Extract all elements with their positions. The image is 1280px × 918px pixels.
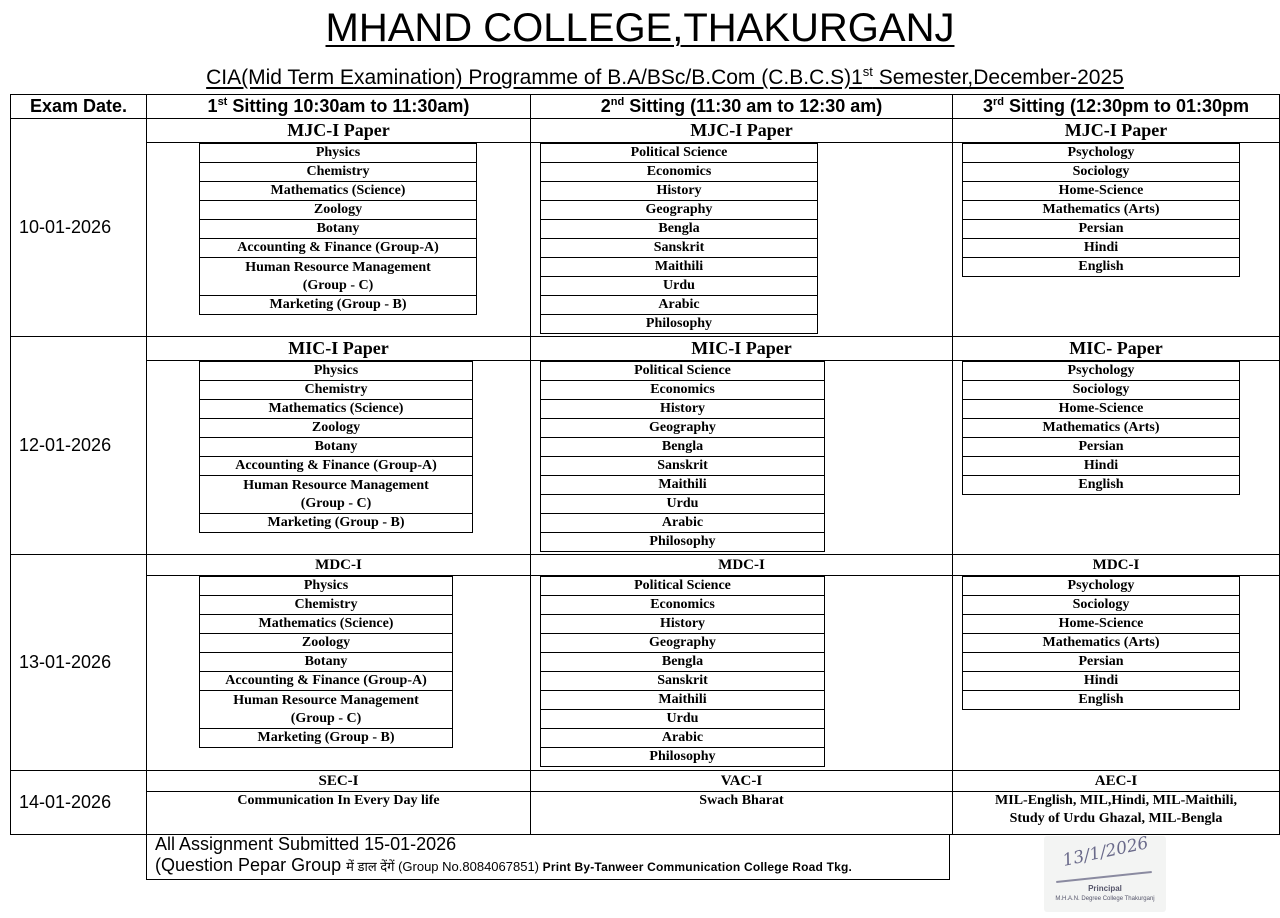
subject-list [540, 143, 818, 334]
subject-name: Economics [541, 596, 825, 615]
subjects-row [11, 792, 1280, 835]
list-item [200, 514, 473, 533]
subject-text-line: MIL-English, MIL,Hindi, MIL-Maithili, [995, 793, 1237, 808]
subject-name: Botany [200, 220, 477, 239]
subject-name: Geography [541, 634, 825, 653]
subject-name: Bengla [541, 220, 818, 239]
subject-name: Maithili [541, 691, 825, 710]
subject-name: Maithili [541, 258, 818, 277]
list-item [200, 362, 473, 381]
subject-name: History [541, 400, 825, 419]
subject-name: Chemistry [200, 163, 477, 182]
subject-name-line: (Group - C) [300, 495, 372, 511]
list-item [541, 182, 818, 201]
subject-list [962, 361, 1240, 495]
paper-heading: VAC-I [531, 771, 953, 792]
subject-name: Geography [541, 201, 818, 220]
col-sitting-2: 2nd Sitting (11:30 am to 12:30 am) [531, 95, 953, 119]
list-item [963, 438, 1240, 457]
list-item [541, 144, 818, 163]
list-item [541, 220, 818, 239]
subject-name: Philosophy [541, 533, 825, 552]
list-item [541, 653, 825, 672]
list-item [963, 691, 1240, 710]
subject-name: Mathematics (Science) [200, 615, 453, 634]
list-item [541, 476, 825, 495]
subjects-row [11, 361, 1280, 555]
subject-text-line: Study of Urdu Ghazal, MIL-Bengla [1009, 811, 1223, 826]
subject-name: Persian [963, 220, 1240, 239]
paper-heading: MIC- Paper [953, 337, 1280, 361]
subject-name-line: Human Resource Management [245, 259, 431, 275]
list-item [200, 615, 453, 634]
exam-date: 14-01-2026 [11, 771, 147, 835]
col-sitting-3: 3rd Sitting (12:30pm to 01:30pm [953, 95, 1280, 119]
list-item [200, 653, 453, 672]
col-exam-date: Exam Date. [11, 95, 147, 119]
subject-name: Mathematics (Science) [200, 400, 473, 419]
subject-name: Urdu [541, 710, 825, 729]
subject-name: Economics [541, 163, 818, 182]
list-item [541, 277, 818, 296]
subject-name: English [963, 258, 1240, 277]
subjects-row [11, 576, 1280, 771]
subject-list [962, 143, 1240, 277]
subject-name: Chemistry [200, 596, 453, 615]
subject-name: Zoology [200, 201, 477, 220]
paper-heading: MJC-I Paper [531, 119, 953, 143]
subject-name: Philosophy [541, 315, 818, 334]
note-line-1: All Assignment Submitted 15-01-2026 [155, 834, 457, 854]
list-item [541, 362, 825, 381]
subject-name: Sociology [963, 381, 1240, 400]
list-item [963, 672, 1240, 691]
exam-date: 12-01-2026 [11, 337, 147, 555]
subject-name: Hindi [963, 239, 1240, 258]
list-item [963, 362, 1240, 381]
subject-name: English [963, 691, 1240, 710]
list-item [963, 220, 1240, 239]
header-row [11, 95, 1280, 119]
subjects-row [11, 143, 1280, 337]
subject-list [199, 361, 473, 533]
paper-row [11, 555, 1280, 576]
list-item [200, 672, 453, 691]
paper-heading: MDC-I [147, 555, 531, 576]
subject-name: Marketing (Group - B) [200, 514, 473, 533]
subjects-cell [953, 361, 1280, 555]
subject-text: Swach Bharat [531, 792, 953, 835]
subject-list [540, 361, 825, 552]
list-item [541, 514, 825, 533]
list-item [963, 258, 1240, 277]
subject-name [200, 476, 473, 514]
subject-name: English [963, 476, 1240, 495]
list-item [963, 634, 1240, 653]
subject-name: Urdu [541, 495, 825, 514]
list-item [200, 457, 473, 476]
list-item [200, 182, 477, 201]
subject-name: Mathematics (Science) [200, 182, 477, 201]
subject-name: Zoology [200, 419, 473, 438]
subject-name-line: (Group - C) [290, 710, 362, 726]
list-item [200, 201, 477, 220]
subject-name: Political Science [541, 144, 818, 163]
exam-date: 10-01-2026 [11, 119, 147, 337]
list-item [963, 144, 1240, 163]
subject-name: Marketing (Group - B) [200, 296, 477, 315]
subject-name: Arabic [541, 729, 825, 748]
paper-row [11, 119, 1280, 143]
list-item [200, 577, 453, 596]
subject-name: Home-Science [963, 400, 1240, 419]
subject-name-line: (Group - C) [302, 277, 374, 293]
list-item [963, 182, 1240, 201]
list-item [963, 596, 1240, 615]
list-item [200, 400, 473, 419]
subject-name: Psychology [963, 362, 1240, 381]
subject-list [199, 576, 453, 748]
list-item [963, 201, 1240, 220]
subject-name: Persian [963, 653, 1240, 672]
exam-date: 13-01-2026 [11, 555, 147, 771]
subject-list [540, 576, 825, 767]
subject-name: Political Science [541, 362, 825, 381]
note-line-2: (Question Pepar Group में डाल देंगें (Group No.8084067851) Print By-Tanweer Communication College Road Tkg. [155, 855, 853, 875]
list-item [200, 596, 453, 615]
list-item [963, 615, 1240, 634]
list-item [963, 457, 1240, 476]
list-item [541, 419, 825, 438]
list-item [200, 691, 453, 729]
list-item [541, 438, 825, 457]
list-item [200, 729, 453, 748]
list-item [541, 258, 818, 277]
list-item [541, 691, 825, 710]
subject-name: Sanskrit [541, 672, 825, 691]
subjects-cell [147, 361, 531, 555]
subject-name: Political Science [541, 577, 825, 596]
subjects-cell [953, 576, 1280, 771]
subject-name: Sanskrit [541, 457, 825, 476]
subject-name: Physics [200, 144, 477, 163]
paper-heading: MIC-I Paper [531, 337, 953, 361]
list-item [541, 201, 818, 220]
list-item [963, 476, 1240, 495]
subject-name: History [541, 182, 818, 201]
principal-stamp [1044, 833, 1166, 912]
subjects-cell [147, 576, 531, 771]
subject-name-line: Human Resource Management [243, 477, 429, 493]
paper-heading: MIC-I Paper [147, 337, 531, 361]
list-item [541, 710, 825, 729]
subject-name-line: Human Resource Management [233, 692, 419, 708]
list-item [541, 672, 825, 691]
signature-line [1056, 871, 1152, 883]
subject-text: Communication In Every Day life [147, 792, 531, 835]
subject-name: Botany [200, 438, 473, 457]
signature: 13/1/2026 [1060, 833, 1151, 871]
subjects-cell [953, 143, 1280, 337]
exam-subtitle: CIA(Mid Term Examination) Programme of B.A/BSc/B.Com (C.B.C.S)1st Semester,December-2025 [206, 64, 1124, 89]
subjects-cell [147, 143, 531, 337]
list-item [200, 296, 477, 315]
list-item [963, 419, 1240, 438]
paper-heading: MDC-I [531, 555, 953, 576]
list-item [200, 438, 473, 457]
list-item [541, 315, 818, 334]
list-item [200, 239, 477, 258]
subject-name [200, 258, 477, 296]
list-item [541, 748, 825, 767]
list-item [541, 381, 825, 400]
paper-heading: SEC-I [147, 771, 531, 792]
paper-heading: AEC-I [953, 771, 1280, 792]
subject-name: Arabic [541, 514, 825, 533]
list-item [541, 615, 825, 634]
exam-schedule-table [10, 94, 1280, 835]
subject-name: Physics [200, 362, 473, 381]
subject-name: Mathematics (Arts) [963, 634, 1240, 653]
stamp-college: M.H.A.N. Degree College Thakurganj [1055, 896, 1155, 902]
subjects-cell [531, 361, 953, 555]
subject-name: Maithili [541, 476, 825, 495]
subject-name: Mathematics (Arts) [963, 201, 1240, 220]
list-item [963, 653, 1240, 672]
college-title: MHAND COLLEGE,THAKURGANJ [325, 6, 955, 50]
subject-name: Sanskrit [541, 239, 818, 258]
subject-name: Psychology [963, 144, 1240, 163]
list-item [541, 296, 818, 315]
list-item [541, 729, 825, 748]
subject-name: Philosophy [541, 748, 825, 767]
subject-text [953, 792, 1280, 835]
list-item [963, 400, 1240, 419]
subject-name: Arabic [541, 296, 818, 315]
list-item [541, 400, 825, 419]
list-item [541, 533, 825, 552]
subject-name: Sociology [963, 163, 1240, 182]
subject-name: Persian [963, 438, 1240, 457]
list-item [541, 163, 818, 182]
list-item [200, 634, 453, 653]
subject-list [962, 576, 1240, 710]
list-item [541, 495, 825, 514]
paper-row [11, 771, 1280, 792]
list-item [963, 577, 1240, 596]
subjects-cell [531, 143, 953, 337]
list-item [200, 144, 477, 163]
subject-name: Chemistry [200, 381, 473, 400]
subject-name: Bengla [541, 438, 825, 457]
paper-heading: MJC-I Paper [953, 119, 1280, 143]
subject-name: Economics [541, 381, 825, 400]
list-item [200, 381, 473, 400]
subject-name: Sociology [963, 596, 1240, 615]
subject-name: Accounting & Finance (Group-A) [200, 239, 477, 258]
list-item [200, 163, 477, 182]
paper-heading: MJC-I Paper [147, 119, 531, 143]
list-item [200, 258, 477, 296]
subject-name [200, 691, 453, 729]
list-item [963, 163, 1240, 182]
subject-name: Physics [200, 577, 453, 596]
list-item [541, 634, 825, 653]
col-sitting-1: 1st Sitting 10:30am to 11:30am) [147, 95, 531, 119]
subject-name: Accounting & Finance (Group-A) [200, 672, 453, 691]
list-item [541, 239, 818, 258]
subject-name: Home-Science [963, 615, 1240, 634]
list-item [200, 419, 473, 438]
list-item [200, 476, 473, 514]
list-item [963, 381, 1240, 400]
subject-name: Zoology [200, 634, 453, 653]
subject-name: Psychology [963, 577, 1240, 596]
subject-name: Hindi [963, 672, 1240, 691]
list-item [541, 596, 825, 615]
subject-name: Accounting & Finance (Group-A) [200, 457, 473, 476]
subject-list [199, 143, 477, 315]
list-item [541, 577, 825, 596]
subject-name: Urdu [541, 277, 818, 296]
subject-name: History [541, 615, 825, 634]
subject-name: Marketing (Group - B) [200, 729, 453, 748]
paper-heading: MDC-I [953, 555, 1280, 576]
subjects-cell [531, 576, 953, 771]
subject-name: Botany [200, 653, 453, 672]
list-item [963, 239, 1240, 258]
subject-name: Home-Science [963, 182, 1240, 201]
subject-name: Mathematics (Arts) [963, 419, 1240, 438]
list-item [541, 457, 825, 476]
paper-row [11, 337, 1280, 361]
subject-name: Geography [541, 419, 825, 438]
list-item [200, 220, 477, 239]
assignment-note [146, 834, 950, 880]
subject-name: Hindi [963, 457, 1240, 476]
subject-name: Bengla [541, 653, 825, 672]
stamp-label: Principal [1088, 884, 1122, 893]
